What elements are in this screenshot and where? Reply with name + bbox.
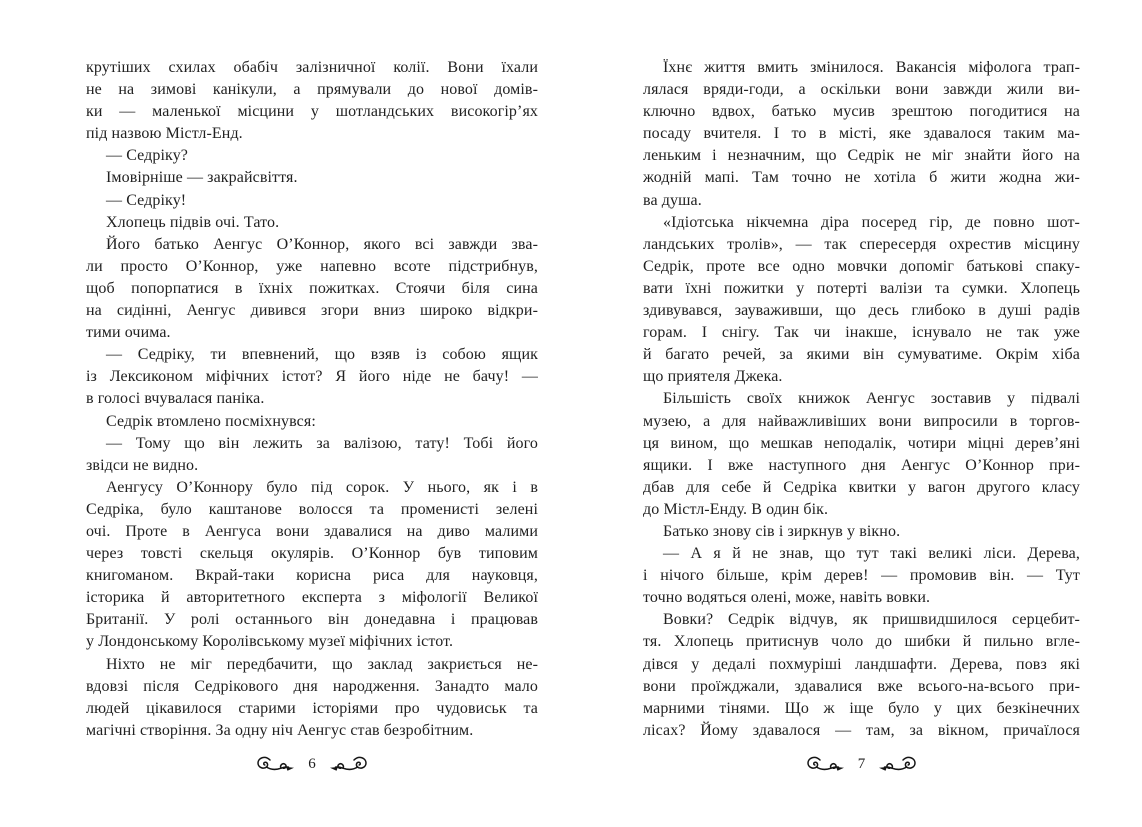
text-line: через товсті скельця окулярів. О’Коннор був типовим <box>86 545 538 563</box>
text-line: магічні створіння. За одну ніч Аенгус став безробітним. <box>86 721 474 739</box>
text-line: Британії. У ролі останнього він донедавна і працював <box>86 611 538 629</box>
text-line: у Лондонському Королівському музеї міфічних істот. <box>86 633 454 651</box>
text-line: до Містл-Енду. В один бік. <box>643 500 829 518</box>
text-line: Його батько Аенгус О’Коннор, якого всі завжди зва- <box>106 235 538 253</box>
text-line: історика й авторитетного експерта з міфології Великої <box>86 589 538 607</box>
text-line: не на зимові канікули, а прямували до нової домів- <box>86 81 538 99</box>
text-line: ящики. І вже наступного дня Аенгус О’Коннор при- <box>643 456 1080 474</box>
text-line: крутіших схилах обабіч залізничної колії. Вони їхали <box>86 59 538 76</box>
text-line: дівся у дедалі похмуріші ландшафти. Дерева, повз які <box>643 655 1080 673</box>
text-line: здивувався, зауваживши, що десь глибоко в душі радів <box>643 302 1080 320</box>
text-line: лісах? Йому здавалося — там, за вікном, причаїлося <box>643 721 1080 739</box>
flourish-right-icon <box>878 756 916 772</box>
text-line: — Седріку? <box>106 147 188 165</box>
text-line: горам. І снігу. Так чи інакше, існувало не так уже <box>643 324 1080 342</box>
text-line: — А я й не знав, що тут такі великі ліси. Дерева, <box>663 545 1080 563</box>
flourish-left-icon <box>807 756 845 772</box>
page-right-text <box>643 57 1080 742</box>
text-line: тя. Хлопець притиснув чоло до шибки й пильно вгле- <box>643 633 1080 651</box>
text-line: ли просто О’Коннор, уже напевно всоте підстрибнув, <box>86 257 538 275</box>
flourish-right-icon <box>329 756 367 772</box>
text-line: вдовзі після Седрікового дня народження. Занадто мало <box>86 677 538 695</box>
text-line: Ніхто не міг передбачити, що заклад закриється не- <box>106 655 538 673</box>
text-line: ва душа. <box>643 191 702 209</box>
text-line: і нічого більше, крім дерев! — промовив він. — Тут <box>643 567 1080 585</box>
text-line: що приятеля Джека. <box>643 368 783 386</box>
text-line: книгоманом. Вкрай-таки корисна риса для науковця, <box>86 567 538 585</box>
flourish-left-icon <box>257 756 295 772</box>
page-left-text <box>86 57 538 742</box>
text-line: тими очима. <box>86 324 171 342</box>
page-number: 6 <box>308 755 316 772</box>
text-line: із Лексиконом міфічних істот? Я його ніде не бачу! — <box>86 368 538 386</box>
text-line: «Ідіотська нікчемна діра посеред гір, де повно шот- <box>663 213 1080 231</box>
text-line: музею, а для найважливіших вони випросили в торгов- <box>643 412 1080 430</box>
text-line: людей цікавилося старими історіями про чудовиськ та <box>86 699 538 717</box>
text-line: Аенгусу О’Коннору було під сорок. У нього, як і в <box>106 478 538 496</box>
text-line: Хлопець підвів очі. Тато. <box>106 213 280 231</box>
text-line: Вовки? Седрік відчув, як пришвидшилося серцебит- <box>663 611 1080 629</box>
text-line: ландських тролів», — так спересердя охрестив місцину <box>643 235 1080 253</box>
text-line: щоб попорпатися в їхніх пожитках. Стоячи біля сина <box>86 279 538 297</box>
text-line: Більшість своїх книжок Аенгус зоставив у підвалі <box>663 390 1080 408</box>
text-line: жодній мапі. Там точно не хотіла б жити жодна жи- <box>643 169 1080 187</box>
text-line: Седріка, було каштанове волосся та променисті зелені <box>86 500 538 518</box>
page-right-footer <box>643 752 1080 776</box>
text-line: — Седріку, ти впевнений, що взяв із собою ящик <box>106 346 538 364</box>
text-line: під назвою Містл-Енд. <box>86 125 243 143</box>
text-line: посаду вчителя. І то в місті, яке здавалося таким ма- <box>643 125 1080 143</box>
text-line: — Тому що він лежить за валізою, тату! Тобі його <box>106 434 538 452</box>
text-line: Батько знову сів і зиркнув у вікно. <box>663 522 901 540</box>
text-line: ки — маленької місцини у шотландських високогір’ях <box>86 103 538 121</box>
text-line: точно водяться олені, може, навіть вовки. <box>643 589 931 607</box>
text-line: Їхнє життя вмить змінилося. Вакансія міфолога трап- <box>663 59 1080 76</box>
text-line: марними тінями. Що ж іще було у цих безкінечних <box>643 699 1080 717</box>
text-line: звідси не видно. <box>86 456 199 474</box>
text-line: леньким і незначним, що Седрік не міг знайти його на <box>643 147 1080 165</box>
page-number: 7 <box>857 755 866 772</box>
text-line: в голосі вчувалася паніка. <box>86 390 265 408</box>
text-line: Імовірніше — закрайсвіття. <box>106 169 298 187</box>
text-line: й багато речей, за якими він сумуватиме. Окрім хіба <box>643 346 1080 364</box>
text-line: на сидінні, Аенгус дивився згори вниз широко відкри- <box>86 302 538 320</box>
text-line: очі. Проте в Аенгуса вони здавалися на диво малими <box>86 522 538 540</box>
page-left-footer <box>86 752 538 776</box>
text-line: ключно вдвох, батько мусив зрештою погодитися на <box>643 103 1080 121</box>
text-line: Седрік втомлено посміхнувся: <box>106 412 316 430</box>
text-line: вати їхні пожитки у потерті валізи та сумки. Хлопець <box>643 279 1080 297</box>
text-line: — Седріку! <box>106 191 187 209</box>
text-line: лялася вряди-годи, а оскільки вони завжди жили ви- <box>643 81 1080 99</box>
text-line: вони проїжджали, здавалися вже всього-на-всього при- <box>643 677 1080 695</box>
text-line: дбав для себе й Седріка квитки у вагон другого класу <box>643 478 1080 496</box>
text-line: Седрік, проте все одно мовчки допоміг батькові спаку- <box>643 257 1080 275</box>
text-line: ця вином, що мешкав неподалік, чотири міцні дерев’яні <box>643 434 1080 452</box>
